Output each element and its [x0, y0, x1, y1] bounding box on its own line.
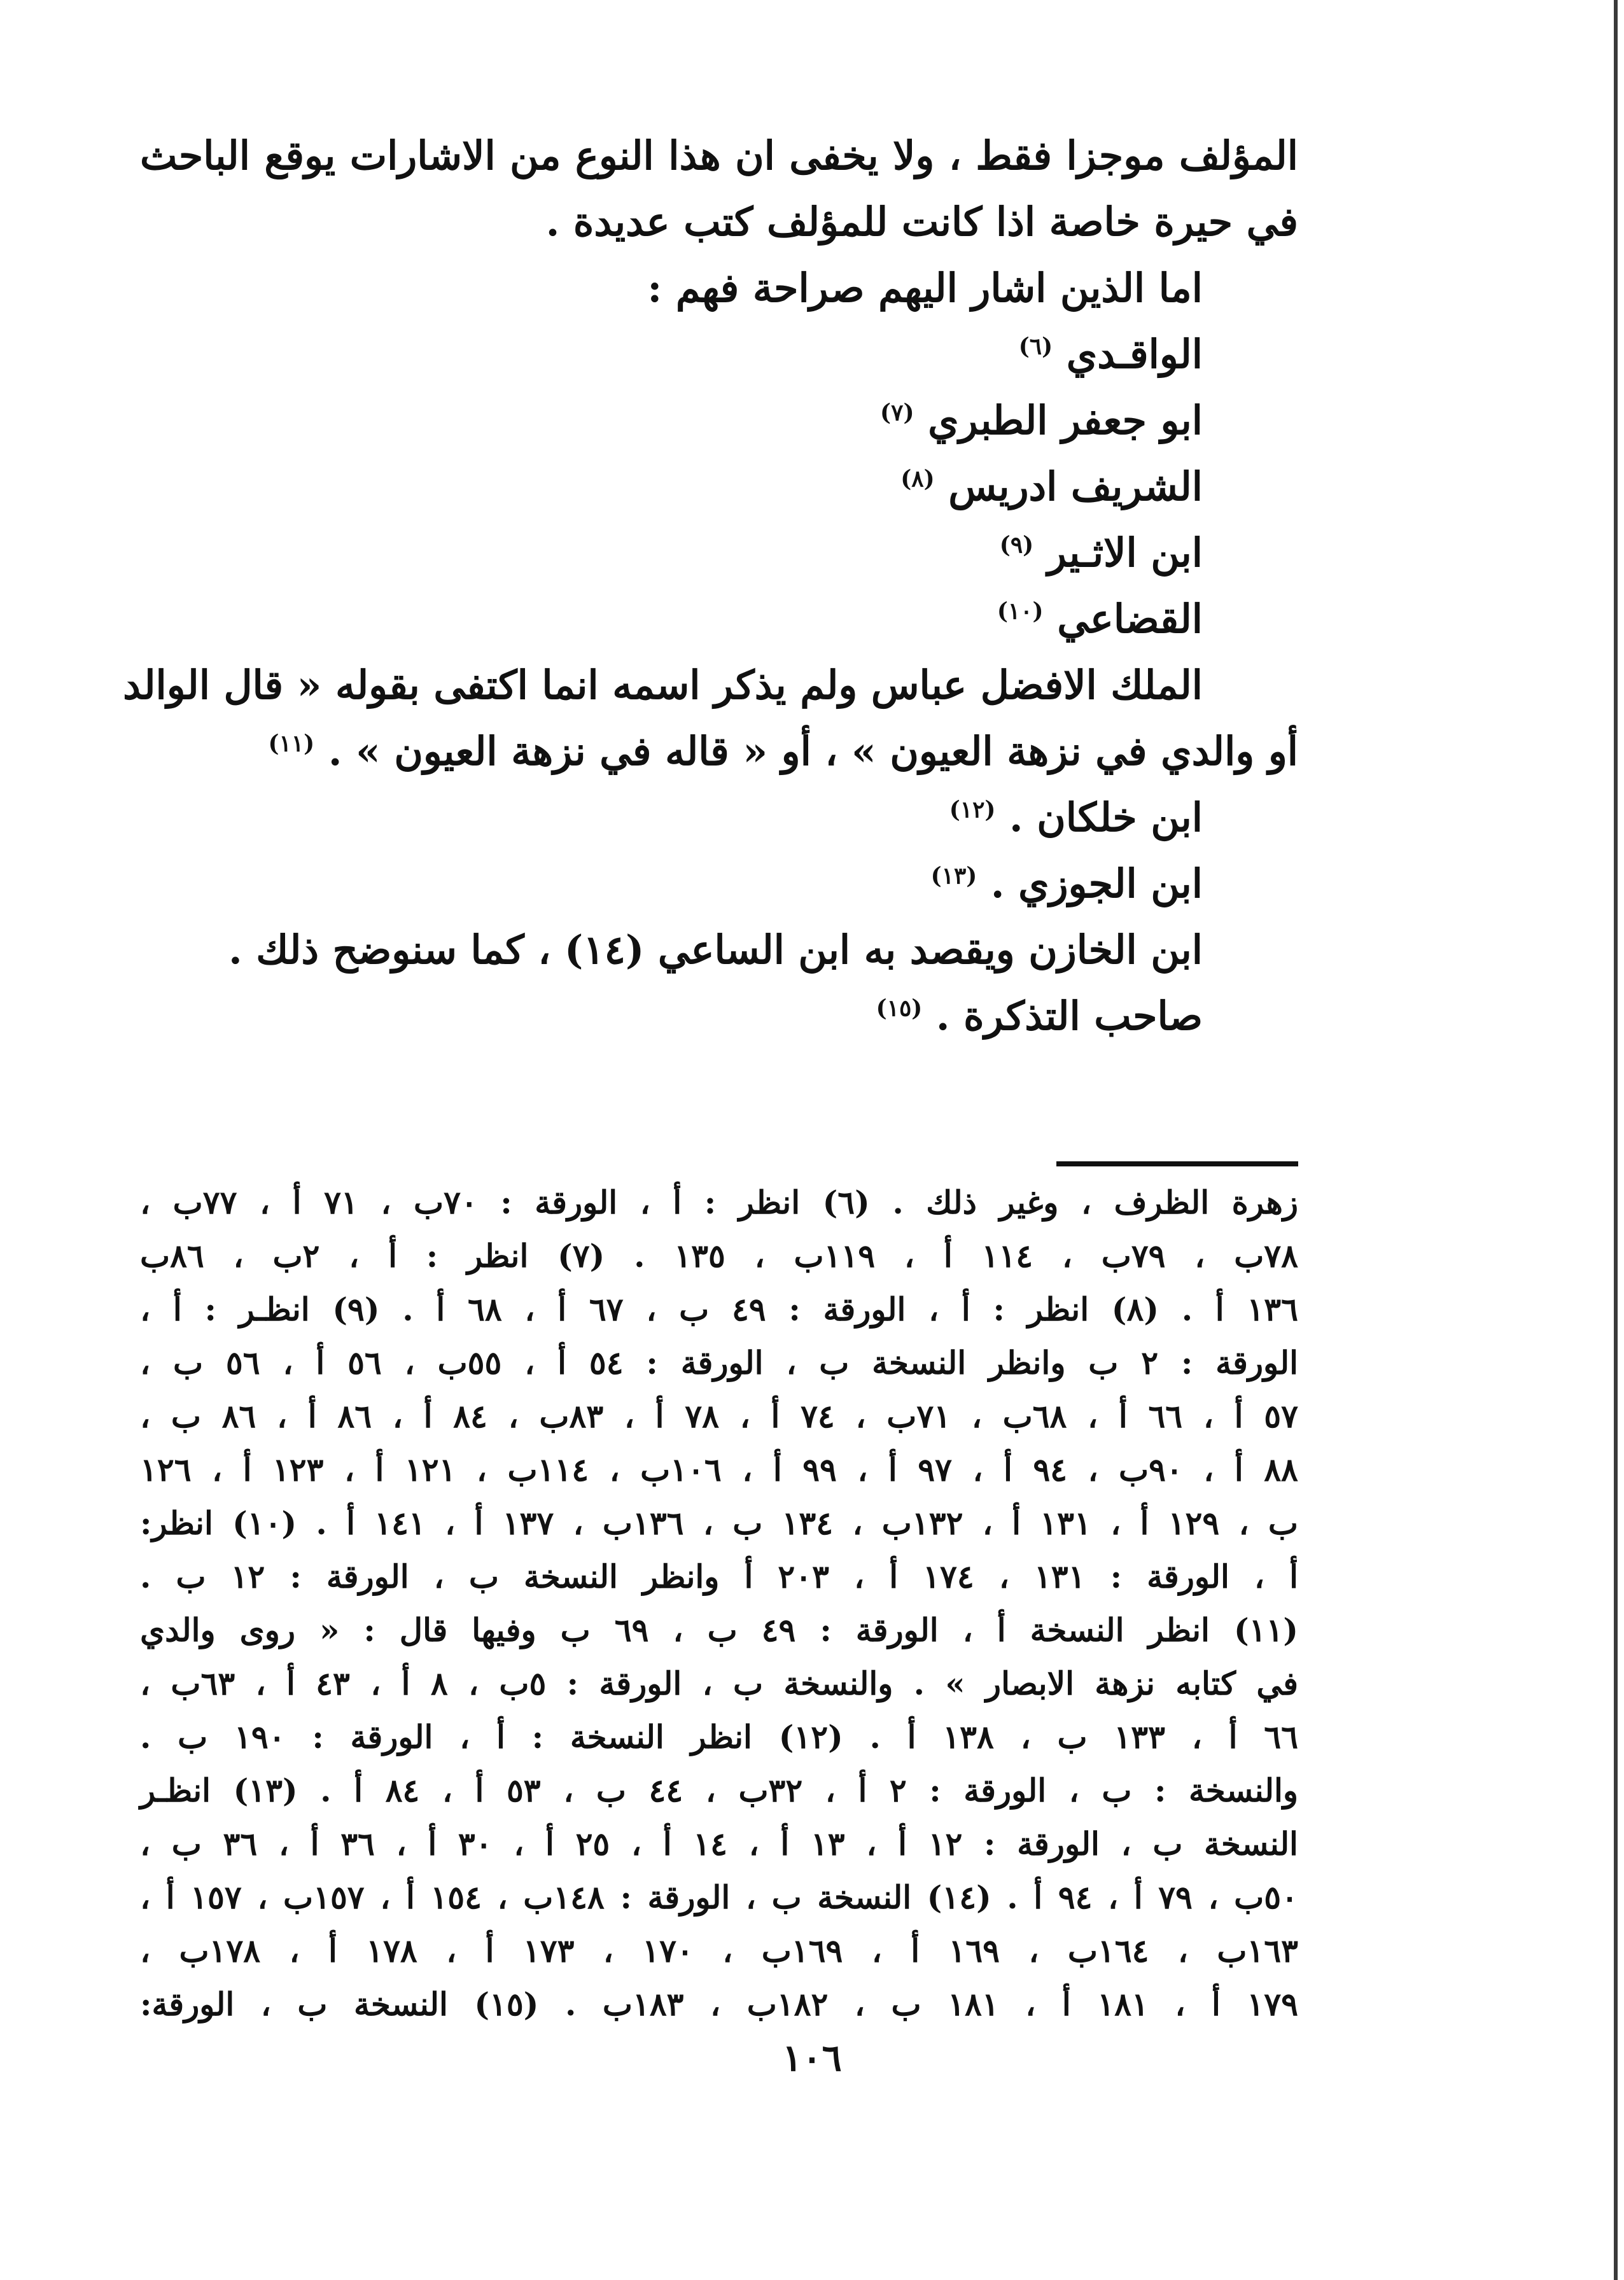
body-line — [931, 852, 1203, 916]
footnote-line: ٥٧ أ ، ٦٦ أ ، ٦٨ب ، ٧١ب ، ٧٤ أ ، ٧٨ أ ، ٨٣ب ، ٨٤ أ ، ٨٦ أ ، ٨٦ ب ، — [140, 1397, 1298, 1435]
page-number: ١٠٦ — [782, 2036, 842, 2080]
footnote-line: أ ، الورقة : ١٣١ ، ١٧٤ أ ، ٢٠٣ أ وانظر النسخة ب ، الورقة : ١٢ ب . — [140, 1558, 1298, 1595]
body-line — [647, 256, 1203, 320]
body-line-text: المؤلف موجزا فقط ، ولا يخفى ان هذا النوع من الاشارات يوقع الباحث — [140, 132, 1298, 179]
footnote-line: ب ، ١٢٩ أ ، ١٣١ أ ، ١٣٢ب ، ١٣٤ ب ، ١٣٦ب ، ١٣٧ أ ، ١٤١ أ . (١٠) انظر: — [140, 1504, 1298, 1542]
footnote-reference: (١٥) — [876, 995, 923, 1022]
footnote-line: في كتابه نزهة الابصار » . والنسخة ب ، الورقة : ٥ب ، ٨ أ ، ٤٣ أ ، ٦٣ب ، — [140, 1665, 1298, 1702]
footnote-reference: (٧) — [880, 399, 914, 426]
body-line — [228, 918, 1203, 982]
body-line — [997, 587, 1203, 651]
footnote-reference: (١٠) — [997, 598, 1044, 625]
footnote-separator — [1056, 1161, 1298, 1166]
body-line — [949, 786, 1203, 850]
body-line — [140, 124, 1298, 188]
footnote-line: ١٧٩ أ ، ١٨١ أ ، ١٨١ ب ، ١٨٢ب ، ١٨٣ب . (١٥) النسخة ب ، الورقة: — [140, 1985, 1298, 2023]
body-line-text: في حيرة خاصة اذا كانت للمؤلف كتب عديدة . — [545, 199, 1298, 245]
footnote-line: ٥٠ب ، ٧٩ أ ، ٩٤ أ . (١٤) النسخة ب ، الورقة : ١٤٨ب ، ١٥٤ أ ، ١٥٧ب ، ١٥٧ أ ، — [140, 1878, 1298, 1916]
body-line — [1000, 521, 1203, 585]
body-line-text: ابن خلكان . — [1009, 794, 1203, 841]
footnote-line: النسخة ب ، الورقة : ١٢ أ ، ١٣ أ ، ١٤ أ ، ٢٥ أ ، ٣٠ أ ، ٣٦ أ ، ٣٦ ب ، — [140, 1825, 1298, 1863]
footnote-line: الورقة : ٢ ب وانظر النسخة ب ، الورقة : ٥٤ أ ، ٥٥ب ، ٥٦ أ ، ٥٦ ب ، — [140, 1344, 1298, 1381]
body-line-text: صاحب التذكرة . — [935, 993, 1203, 1039]
page-edge-border — [1614, 0, 1618, 2280]
body-line — [546, 190, 1298, 254]
footnote-reference: (٩) — [999, 531, 1034, 559]
footnote-line: ٨٨ أ ، ٩٠ب ، ٩٤ أ ، ٩٧ أ ، ٩٩ أ ، ١٠٦ب ، ١١٤ب ، ١٢١ أ ، ١٢٣ أ ، ١٢٦ — [140, 1451, 1298, 1488]
body-line — [876, 984, 1203, 1048]
body-line — [880, 389, 1203, 452]
body-line — [123, 654, 1203, 717]
footnote-reference: (١١) — [268, 730, 315, 757]
body-line — [268, 720, 1298, 783]
footnote-line: زهرة الظرف ، وغير ذلك . (٦) انظر : أ ، الورقة : ٧٠ب ، ٧١ أ ، ٧٧ب ، — [140, 1184, 1298, 1221]
body-line — [900, 455, 1203, 519]
footnote-line: والنسخة : ب ، الورقة : ٢ أ ، ٣٢ب ، ٤٤ ب ، ٥٣ أ ، ٨٤ أ . (١٣) انظـر — [140, 1772, 1298, 1809]
footnote-reference: (١٢) — [949, 796, 996, 823]
footnote-reference: (٦) — [1018, 333, 1053, 360]
body-line — [1019, 323, 1203, 386]
body-line-text: أو والدي في نزهة العيون » ، أو « قاله في نزهة العيون » . — [328, 728, 1298, 774]
footnote-reference: (١٣) — [930, 862, 977, 890]
footnote-line: (١١) انظر النسخة أ ، الورقة : ٤٩ ب ، ٦٩ ب وفيها قال : « روى والدي — [140, 1611, 1298, 1649]
body-line-text: ابن الاثـير — [1047, 529, 1203, 576]
body-line-text: الواقـدي — [1066, 331, 1203, 377]
body-line-text: اما الذين اشار اليهم صراحة فهم : — [647, 265, 1203, 311]
footnote-line: ١٣٦ أ . (٨) انظر : أ ، الورقة : ٤٩ ب ، ٦٧ أ ، ٦٨ أ . (٩) انظـر : أ ، — [140, 1290, 1298, 1328]
footnote-line: ٦٦ أ ، ١٣٣ ب ، ١٣٨ أ . (١٢) انظر النسخة : أ ، الورقة : ١٩٠ ب . — [140, 1718, 1298, 1756]
footnote-reference: (٨) — [900, 465, 935, 493]
footnote-line: ١٦٣ب ، ١٦٤ب ، ١٦٩ أ ، ١٦٩ب ، ١٧٠ ، ١٧٣ أ ، ١٧٨ أ ، ١٧٨ب ، — [140, 1932, 1298, 1969]
body-line-text: القضاعي — [1057, 596, 1203, 642]
body-line-text: ابو جعفر الطبري — [928, 397, 1203, 444]
body-line-text: ابن الخازن ويقصد به ابن الساعي (١٤) ، كما سنوضح ذلك . — [228, 927, 1203, 973]
body-line-text: الشريف ادريس — [948, 463, 1203, 510]
body-line-text: الملك الافضل عباس ولم يذكر اسمه انما اكتفى بقوله « قال الوالد — [123, 662, 1203, 708]
body-line-text: ابن الجوزي . — [990, 860, 1203, 907]
footnote-line: ٧٨ب ، ٧٩ب ، ١١٤ أ ، ١١٩ب ، ١٣٥ . (٧) انظر : أ ، ٢ب ، ٨٦ب — [140, 1237, 1299, 1275]
